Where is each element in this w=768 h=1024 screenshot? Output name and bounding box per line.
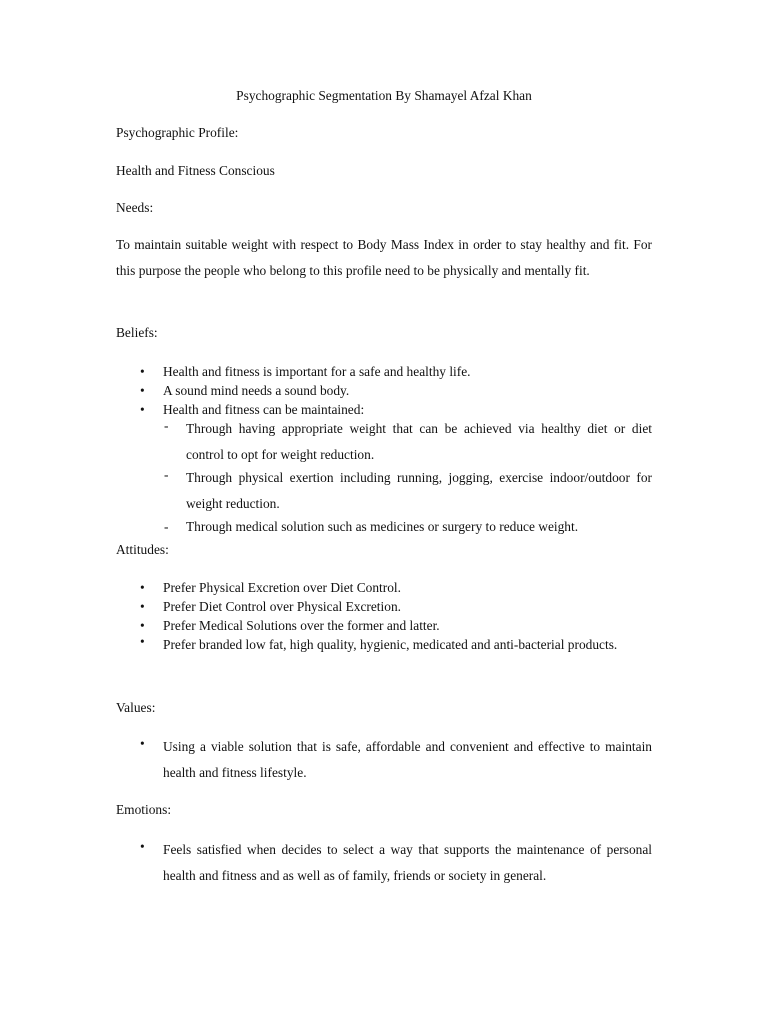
values-list: [116, 737, 652, 786]
list-item-text: Prefer branded low fat, high quality, hygienic, medicated and anti-bacterial products.: [163, 637, 618, 652]
list-item-text: A sound mind needs a sound body.: [163, 383, 350, 398]
profile-label: Psychographic Profile:: [116, 125, 239, 140]
sub-list-item-text: Through medical solution such as medicines or surgery to reduce weight.: [186, 519, 579, 534]
sub-list-item-text: Through having appropriate weight that can be achieved via healthy diet or diet control to opt for weight reduction.: [186, 421, 652, 462]
list-item: [116, 632, 652, 658]
sub-list-item: [116, 517, 652, 536]
sub-list-item: [116, 465, 652, 517]
dash-icon: -: [164, 418, 169, 433]
list-item: [116, 362, 652, 381]
dash-icon: -: [164, 519, 169, 534]
bullet-icon: •: [140, 839, 145, 854]
list-item: [116, 578, 652, 597]
needs-heading: Needs:: [116, 200, 154, 215]
list-item-text: Health and fitness can be maintained:: [163, 402, 365, 417]
list-item-text: Prefer Medical Solutions over the former and latter.: [163, 618, 440, 633]
attitudes-heading: Attitudes:: [116, 542, 169, 557]
list-item: [116, 734, 652, 786]
bullet-icon: •: [140, 580, 145, 595]
needs-paragraph: To maintain suitable weight with respect to Body Mass Index in order to stay healthy and fit. For this purpose the people who belong to this profile need to be physically and mentally fit.: [116, 237, 652, 278]
emotions-heading: Emotions:: [116, 802, 172, 817]
bullet-icon: •: [140, 402, 145, 417]
bullet-icon: •: [140, 618, 145, 633]
emotions-list: [116, 840, 652, 889]
dash-icon: -: [164, 467, 169, 482]
bullet-icon: •: [140, 634, 145, 649]
bullet-icon: •: [140, 383, 145, 398]
bullet-icon: •: [140, 364, 145, 379]
list-item: [116, 381, 652, 400]
list-item: [116, 837, 652, 889]
values-heading: Values:: [116, 700, 156, 715]
list-item-text: Health and fitness is important for a safe and healthy life.: [163, 364, 471, 379]
document-title: Psychographic Segmentation By Shamayel Afzal Khan: [236, 88, 532, 103]
bullet-icon: •: [140, 736, 145, 751]
beliefs-list: [116, 362, 652, 536]
list-item: [116, 597, 652, 616]
attitudes-list: [116, 578, 652, 658]
list-item-text: Using a viable solution that is safe, affordable and convenient and effective to maintain health and fitness lifestyle.: [163, 739, 652, 780]
beliefs-heading: Beliefs:: [116, 325, 158, 340]
bullet-icon: •: [140, 599, 145, 614]
list-item-text: Prefer Diet Control over Physical Excretion.: [163, 599, 401, 614]
sub-list-item-text: Through physical exertion including running, jogging, exercise indoor/outdoor for weight reduction.: [186, 470, 652, 511]
list-item-text: Prefer Physical Excretion over Diet Control.: [163, 580, 401, 595]
sub-list-item: [116, 416, 652, 468]
list-item-text: Feels satisfied when decides to select a way that supports the maintenance of personal health and fitness and as well as of family, friends or society in general.: [163, 842, 652, 883]
profile-name: Health and Fitness Conscious: [116, 163, 275, 178]
